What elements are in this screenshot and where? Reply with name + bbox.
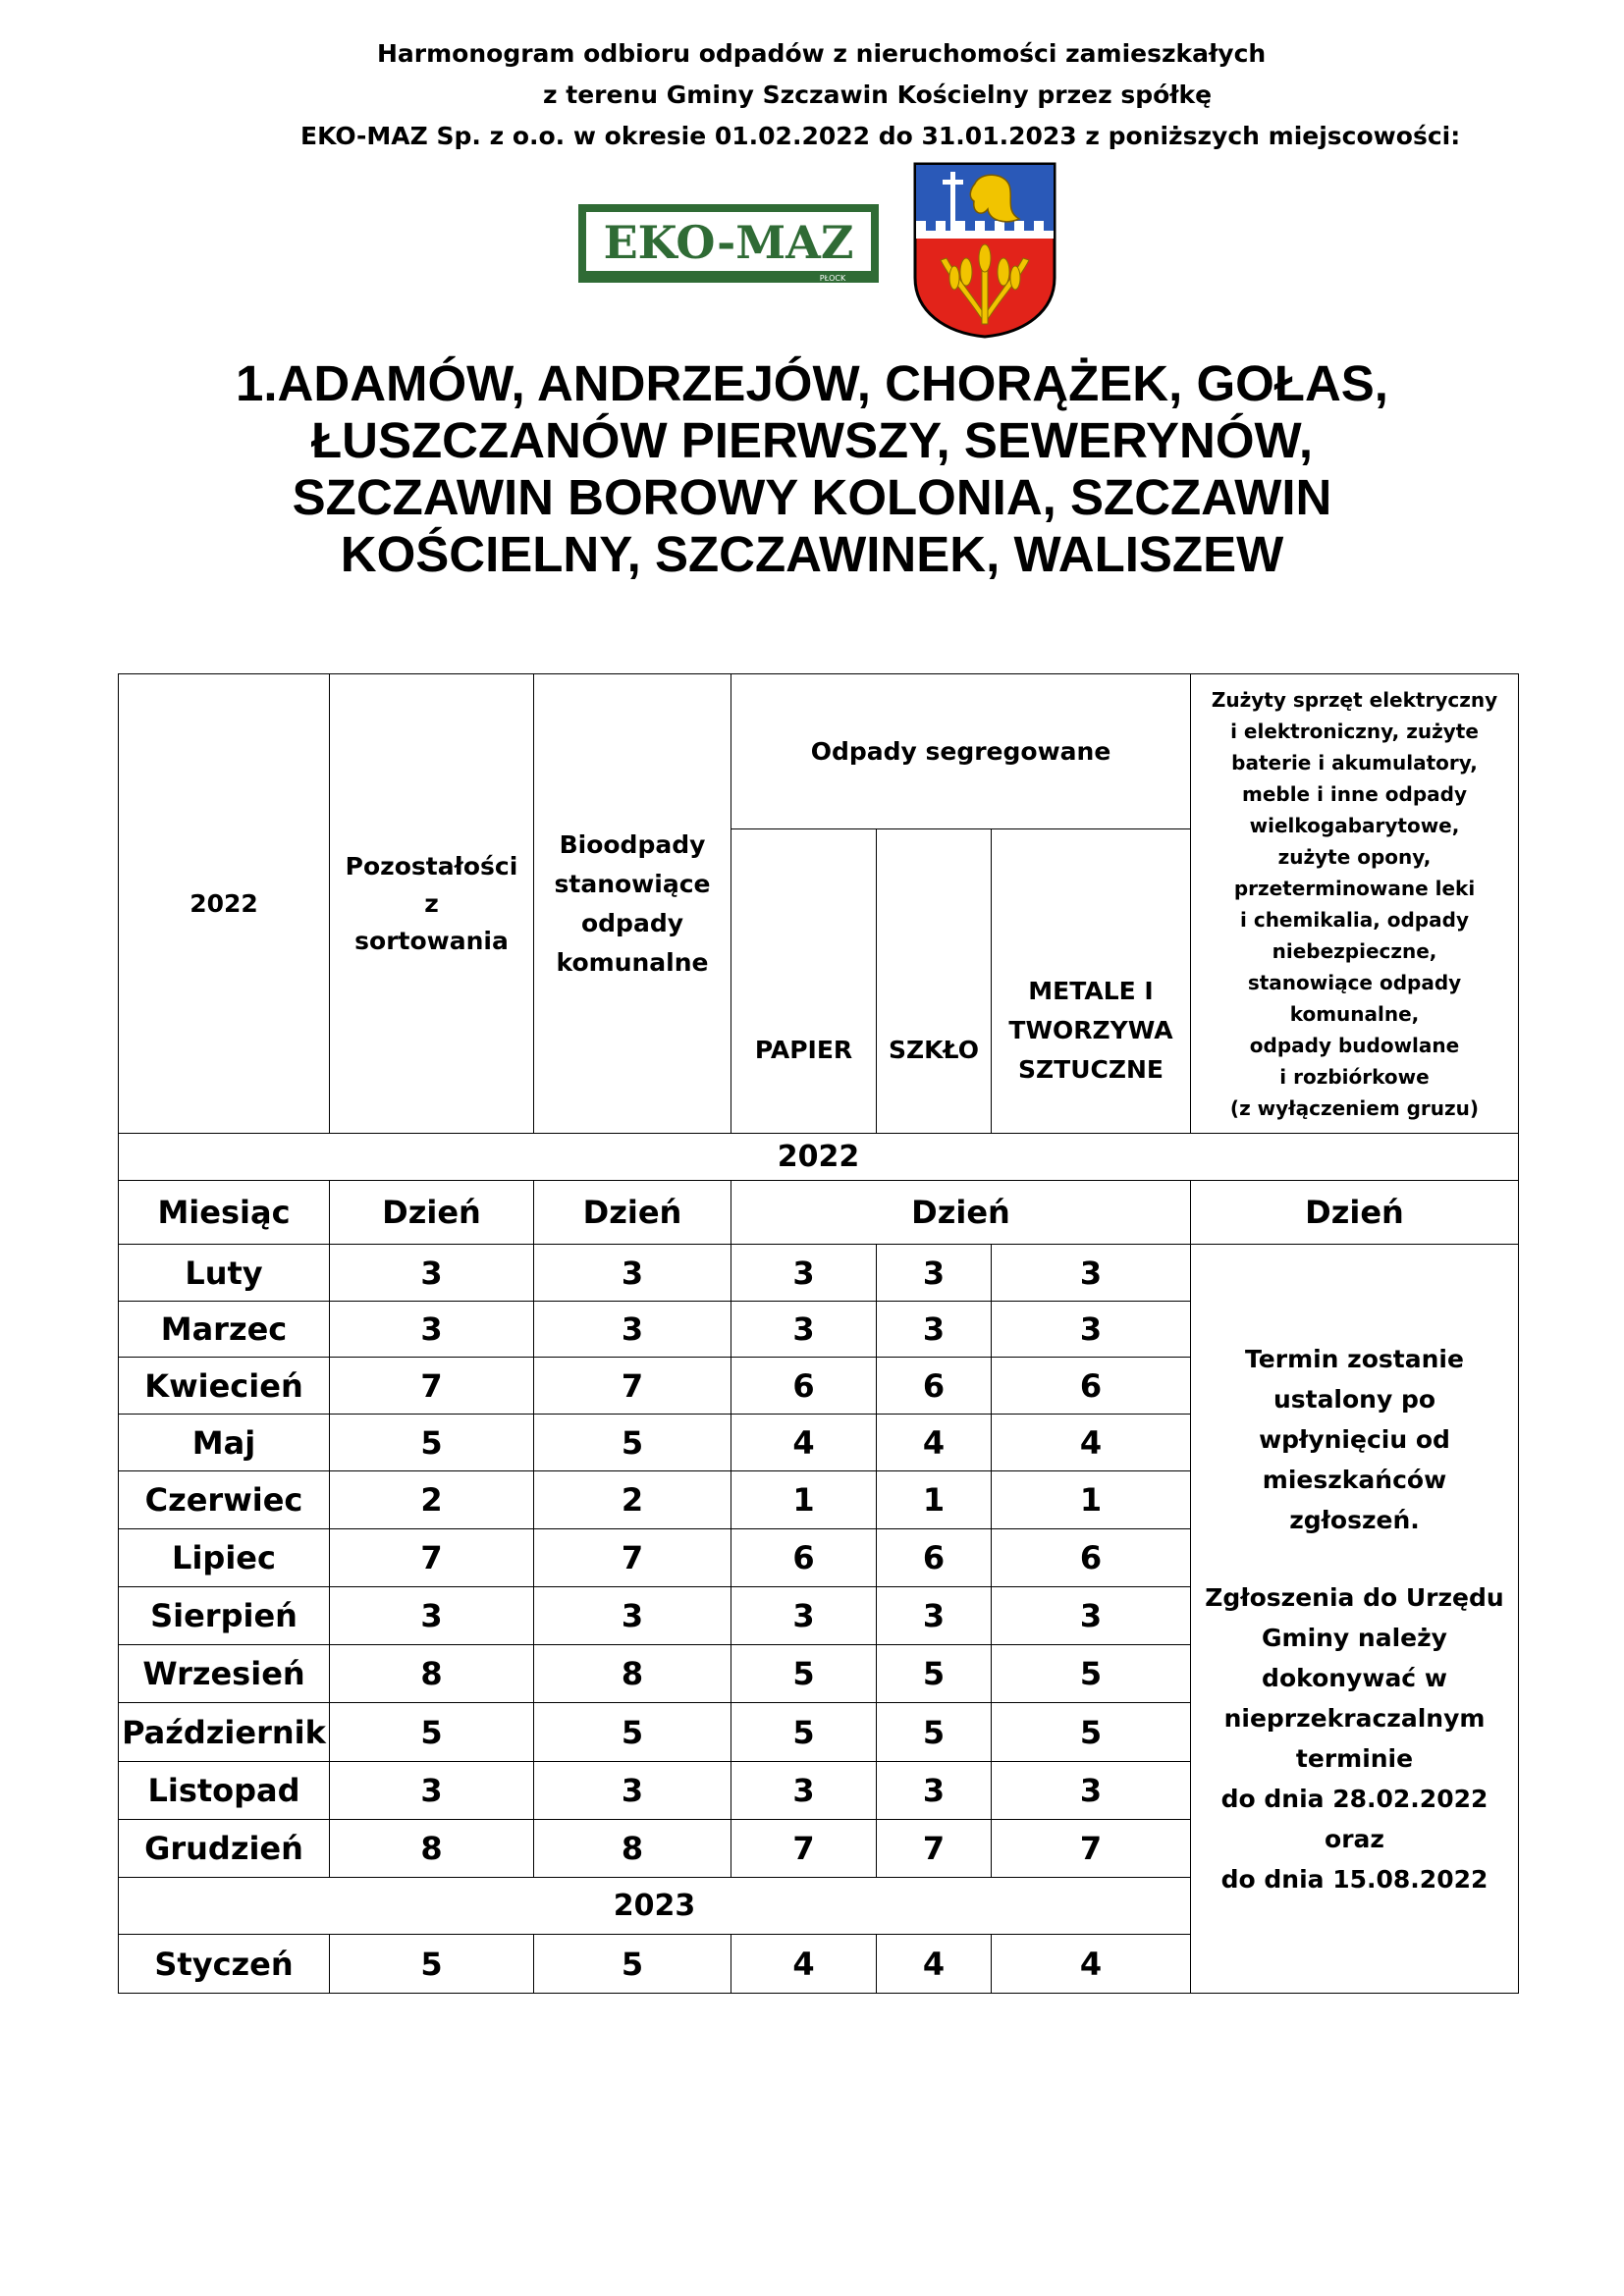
- header-bulky-line: wielkogabarytowe,: [1249, 813, 1460, 837]
- header-biowaste-line: stanowiące: [554, 869, 711, 898]
- note-line: do dnia 15.08.2022: [1220, 1864, 1489, 1894]
- coat-of-arms-crest: [911, 162, 1058, 339]
- cell-biowaste: 3: [534, 1302, 731, 1358]
- cell-month: Wrzesień: [119, 1645, 330, 1703]
- header-line-3: EKO-MAZ Sp. z o.o. w okresie 01.02.2022 do 31.01.2023 z poniższych miejscowości:: [300, 122, 1461, 150]
- note-line: mieszkańców: [1262, 1465, 1447, 1494]
- eko-maz-logo-text: EKO-MAZ: [603, 216, 854, 269]
- note-line: zgłoszeń.: [1289, 1505, 1420, 1534]
- eko-maz-logo: [577, 203, 880, 284]
- cell-metals: 4: [992, 1415, 1191, 1471]
- cell-remains: 3: [330, 1762, 534, 1820]
- cell-glass: 6: [877, 1358, 992, 1415]
- note-line: nieprzekraczalnym: [1223, 1703, 1486, 1733]
- col-day-biowaste: Dzień: [534, 1181, 731, 1245]
- cell-month: Grudzień: [119, 1820, 330, 1878]
- header-line-2: z terenu Gminy Szczawin Kościelny przez spółkę: [543, 80, 1213, 109]
- note-line: ustalony po: [1272, 1384, 1436, 1414]
- header-bulky-line: niebezpieczne,: [1272, 938, 1437, 963]
- note-line: Gminy należy: [1262, 1623, 1447, 1652]
- cell-paper: 5: [731, 1645, 877, 1703]
- cell-biowaste: 8: [534, 1645, 731, 1703]
- collection-schedule-table: [118, 673, 1519, 1994]
- title-line-1: 1.ADAMÓW, ANDRZEJÓW, CHORĄŻEK, GOŁAS,: [236, 355, 1388, 411]
- note-line: dokonywać w: [1262, 1663, 1447, 1692]
- cell-metals: 6: [992, 1358, 1191, 1415]
- cell-metals: 6: [992, 1529, 1191, 1587]
- cell-biowaste: 5: [534, 1415, 731, 1471]
- cell-paper: 4: [731, 1415, 877, 1471]
- cell-paper: 6: [731, 1358, 877, 1415]
- cell-remains: 3: [330, 1587, 534, 1645]
- note-line: Termin zostanie: [1245, 1344, 1464, 1373]
- header-year: 2022: [119, 674, 330, 1134]
- cell-month: Kwiecień: [119, 1358, 330, 1415]
- year-row-2023: 2023: [119, 1878, 1191, 1935]
- header-bulky-line: zużyte opony,: [1277, 844, 1432, 869]
- header-glass: SZKŁO: [877, 829, 992, 1134]
- note-line: terminie: [1295, 1743, 1414, 1773]
- cell-metals: 3: [992, 1245, 1191, 1302]
- cell-metals: 3: [992, 1762, 1191, 1820]
- cell-glass: 5: [877, 1645, 992, 1703]
- cell-remains: 7: [330, 1529, 534, 1587]
- header-biowaste: [534, 674, 731, 1134]
- cell-glass: 5: [877, 1703, 992, 1762]
- cell-remains: 5: [330, 1935, 534, 1994]
- header-metals-plastics: [992, 829, 1191, 1134]
- logos: [0, 162, 1624, 339]
- year-row-2022: 2022: [119, 1134, 1519, 1181]
- cell-month: Luty: [119, 1245, 330, 1302]
- cell-metals: 5: [992, 1703, 1191, 1762]
- cell-metals: 3: [992, 1587, 1191, 1645]
- header-remains-line: sortowania: [354, 926, 509, 955]
- header-bulky-line: i chemikalia, odpady: [1240, 907, 1469, 932]
- cell-month: Sierpień: [119, 1587, 330, 1645]
- cell-glass: 7: [877, 1820, 992, 1878]
- cell-remains: 5: [330, 1415, 534, 1471]
- cell-paper: 5: [731, 1703, 877, 1762]
- cell-month: Maj: [119, 1415, 330, 1471]
- cell-glass: 3: [877, 1245, 992, 1302]
- cell-paper: 1: [731, 1471, 877, 1529]
- cell-glass: 4: [877, 1935, 992, 1994]
- header-biowaste-line: odpady: [580, 908, 684, 937]
- header-segregated: Odpady segregowane: [731, 674, 1191, 829]
- cell-month: Czerwiec: [119, 1471, 330, 1529]
- note-line: [1191, 1540, 1518, 1577]
- eko-maz-logo-sub: PŁOCK: [819, 274, 846, 283]
- header-bulky-line: stanowiące odpady: [1247, 970, 1462, 994]
- cell-remains: 3: [330, 1245, 534, 1302]
- title-line-2: ŁUSZCZANÓW PIERWSZY, SEWERYNÓW,: [310, 412, 1314, 468]
- cell-metals: 4: [992, 1935, 1191, 1994]
- header-metals-line: METALE I: [1028, 976, 1154, 1005]
- cell-biowaste: 5: [534, 1703, 731, 1762]
- col-day-remains: Dzień: [330, 1181, 534, 1245]
- cell-paper: 3: [731, 1302, 877, 1358]
- cell-remains: 8: [330, 1645, 534, 1703]
- header-paper: PAPIER: [731, 829, 877, 1134]
- cell-remains: 3: [330, 1302, 534, 1358]
- cell-metals: 5: [992, 1645, 1191, 1703]
- cell-month: Listopad: [119, 1762, 330, 1820]
- header-biowaste-line: komunalne: [556, 947, 709, 977]
- note-line: oraz: [1325, 1824, 1384, 1853]
- cell-paper: 3: [731, 1587, 877, 1645]
- note-line: wpłynięciu od: [1259, 1424, 1450, 1454]
- title-line-4: KOŚCIELNY, SZCZAWINEK, WALISZEW: [340, 526, 1284, 582]
- header-metals-line: SZTUCZNE: [1018, 1054, 1164, 1084]
- header-bulky-line: i rozbiórkowe: [1279, 1064, 1430, 1089]
- header-remains-line: Pozostałości: [345, 851, 518, 881]
- cell-remains: 8: [330, 1820, 534, 1878]
- cell-biowaste: 3: [534, 1587, 731, 1645]
- cell-glass: 3: [877, 1587, 992, 1645]
- cell-biowaste: 7: [534, 1358, 731, 1415]
- header-bulky-line: komunalne,: [1289, 1001, 1420, 1026]
- cell-glass: 3: [877, 1762, 992, 1820]
- cell-paper: 3: [731, 1245, 877, 1302]
- cell-glass: 3: [877, 1302, 992, 1358]
- note-line: Zgłoszenia do Urzędu: [1205, 1582, 1504, 1612]
- header-biowaste-line: Bioodpady: [559, 829, 706, 859]
- cell-metals: 3: [992, 1302, 1191, 1358]
- header-bulky-line: i elektroniczny, zużyte: [1230, 719, 1479, 743]
- cell-paper: 4: [731, 1935, 877, 1994]
- cell-month: Marzec: [119, 1302, 330, 1358]
- header-bulky-line: odpady budowlane: [1249, 1033, 1460, 1057]
- col-day-bulky: Dzień: [1191, 1181, 1519, 1245]
- cell-biowaste: 3: [534, 1245, 731, 1302]
- cell-glass: 6: [877, 1529, 992, 1587]
- cell-metals: 1: [992, 1471, 1191, 1529]
- header-remains-line: z: [424, 888, 439, 918]
- table-row: [119, 1245, 1519, 1302]
- cell-glass: 1: [877, 1471, 992, 1529]
- cell-month: Lipiec: [119, 1529, 330, 1587]
- cell-biowaste: 7: [534, 1529, 731, 1587]
- cell-paper: 6: [731, 1529, 877, 1587]
- header-bulky-line: Zużyty sprzęt elektryczny: [1211, 687, 1498, 712]
- localities-title: [98, 355, 1526, 583]
- title-line-3: SZCZAWIN BOROWY KOLONIA, SZCZAWIN: [292, 469, 1332, 525]
- cell-remains: 7: [330, 1358, 534, 1415]
- cell-biowaste: 8: [534, 1820, 731, 1878]
- cell-paper: 3: [731, 1762, 877, 1820]
- cell-remains: 5: [330, 1703, 534, 1762]
- col-month: Miesiąc: [119, 1181, 330, 1245]
- cell-biowaste: 3: [534, 1762, 731, 1820]
- cell-remains: 2: [330, 1471, 534, 1529]
- header-bulky-waste: [1191, 674, 1519, 1134]
- header-bulky-line: baterie i akumulatory,: [1231, 750, 1478, 774]
- header-bulky-line: przeterminowane leki: [1233, 876, 1476, 900]
- header-bulky-line: meble i inne odpady: [1241, 781, 1467, 806]
- header-line-1: Harmonogram odbioru odpadów z nieruchomości zamieszkałych: [377, 39, 1267, 68]
- header-remains: [330, 674, 534, 1134]
- cell-glass: 4: [877, 1415, 992, 1471]
- cell-paper: 7: [731, 1820, 877, 1878]
- cell-metals: 7: [992, 1820, 1191, 1878]
- header-metals-line: TWORZYWA: [1008, 1015, 1173, 1044]
- cell-month: Październik: [119, 1703, 330, 1762]
- col-day-segregated: Dzień: [731, 1181, 1191, 1245]
- cell-biowaste: 2: [534, 1471, 731, 1529]
- bulky-waste-note: [1191, 1245, 1519, 1994]
- note-line: do dnia 28.02.2022: [1220, 1784, 1489, 1813]
- cell-biowaste: 5: [534, 1935, 731, 1994]
- header-bulky-line: (z wyłączeniem gruzu): [1229, 1095, 1480, 1120]
- cell-month: Styczeń: [119, 1935, 330, 1994]
